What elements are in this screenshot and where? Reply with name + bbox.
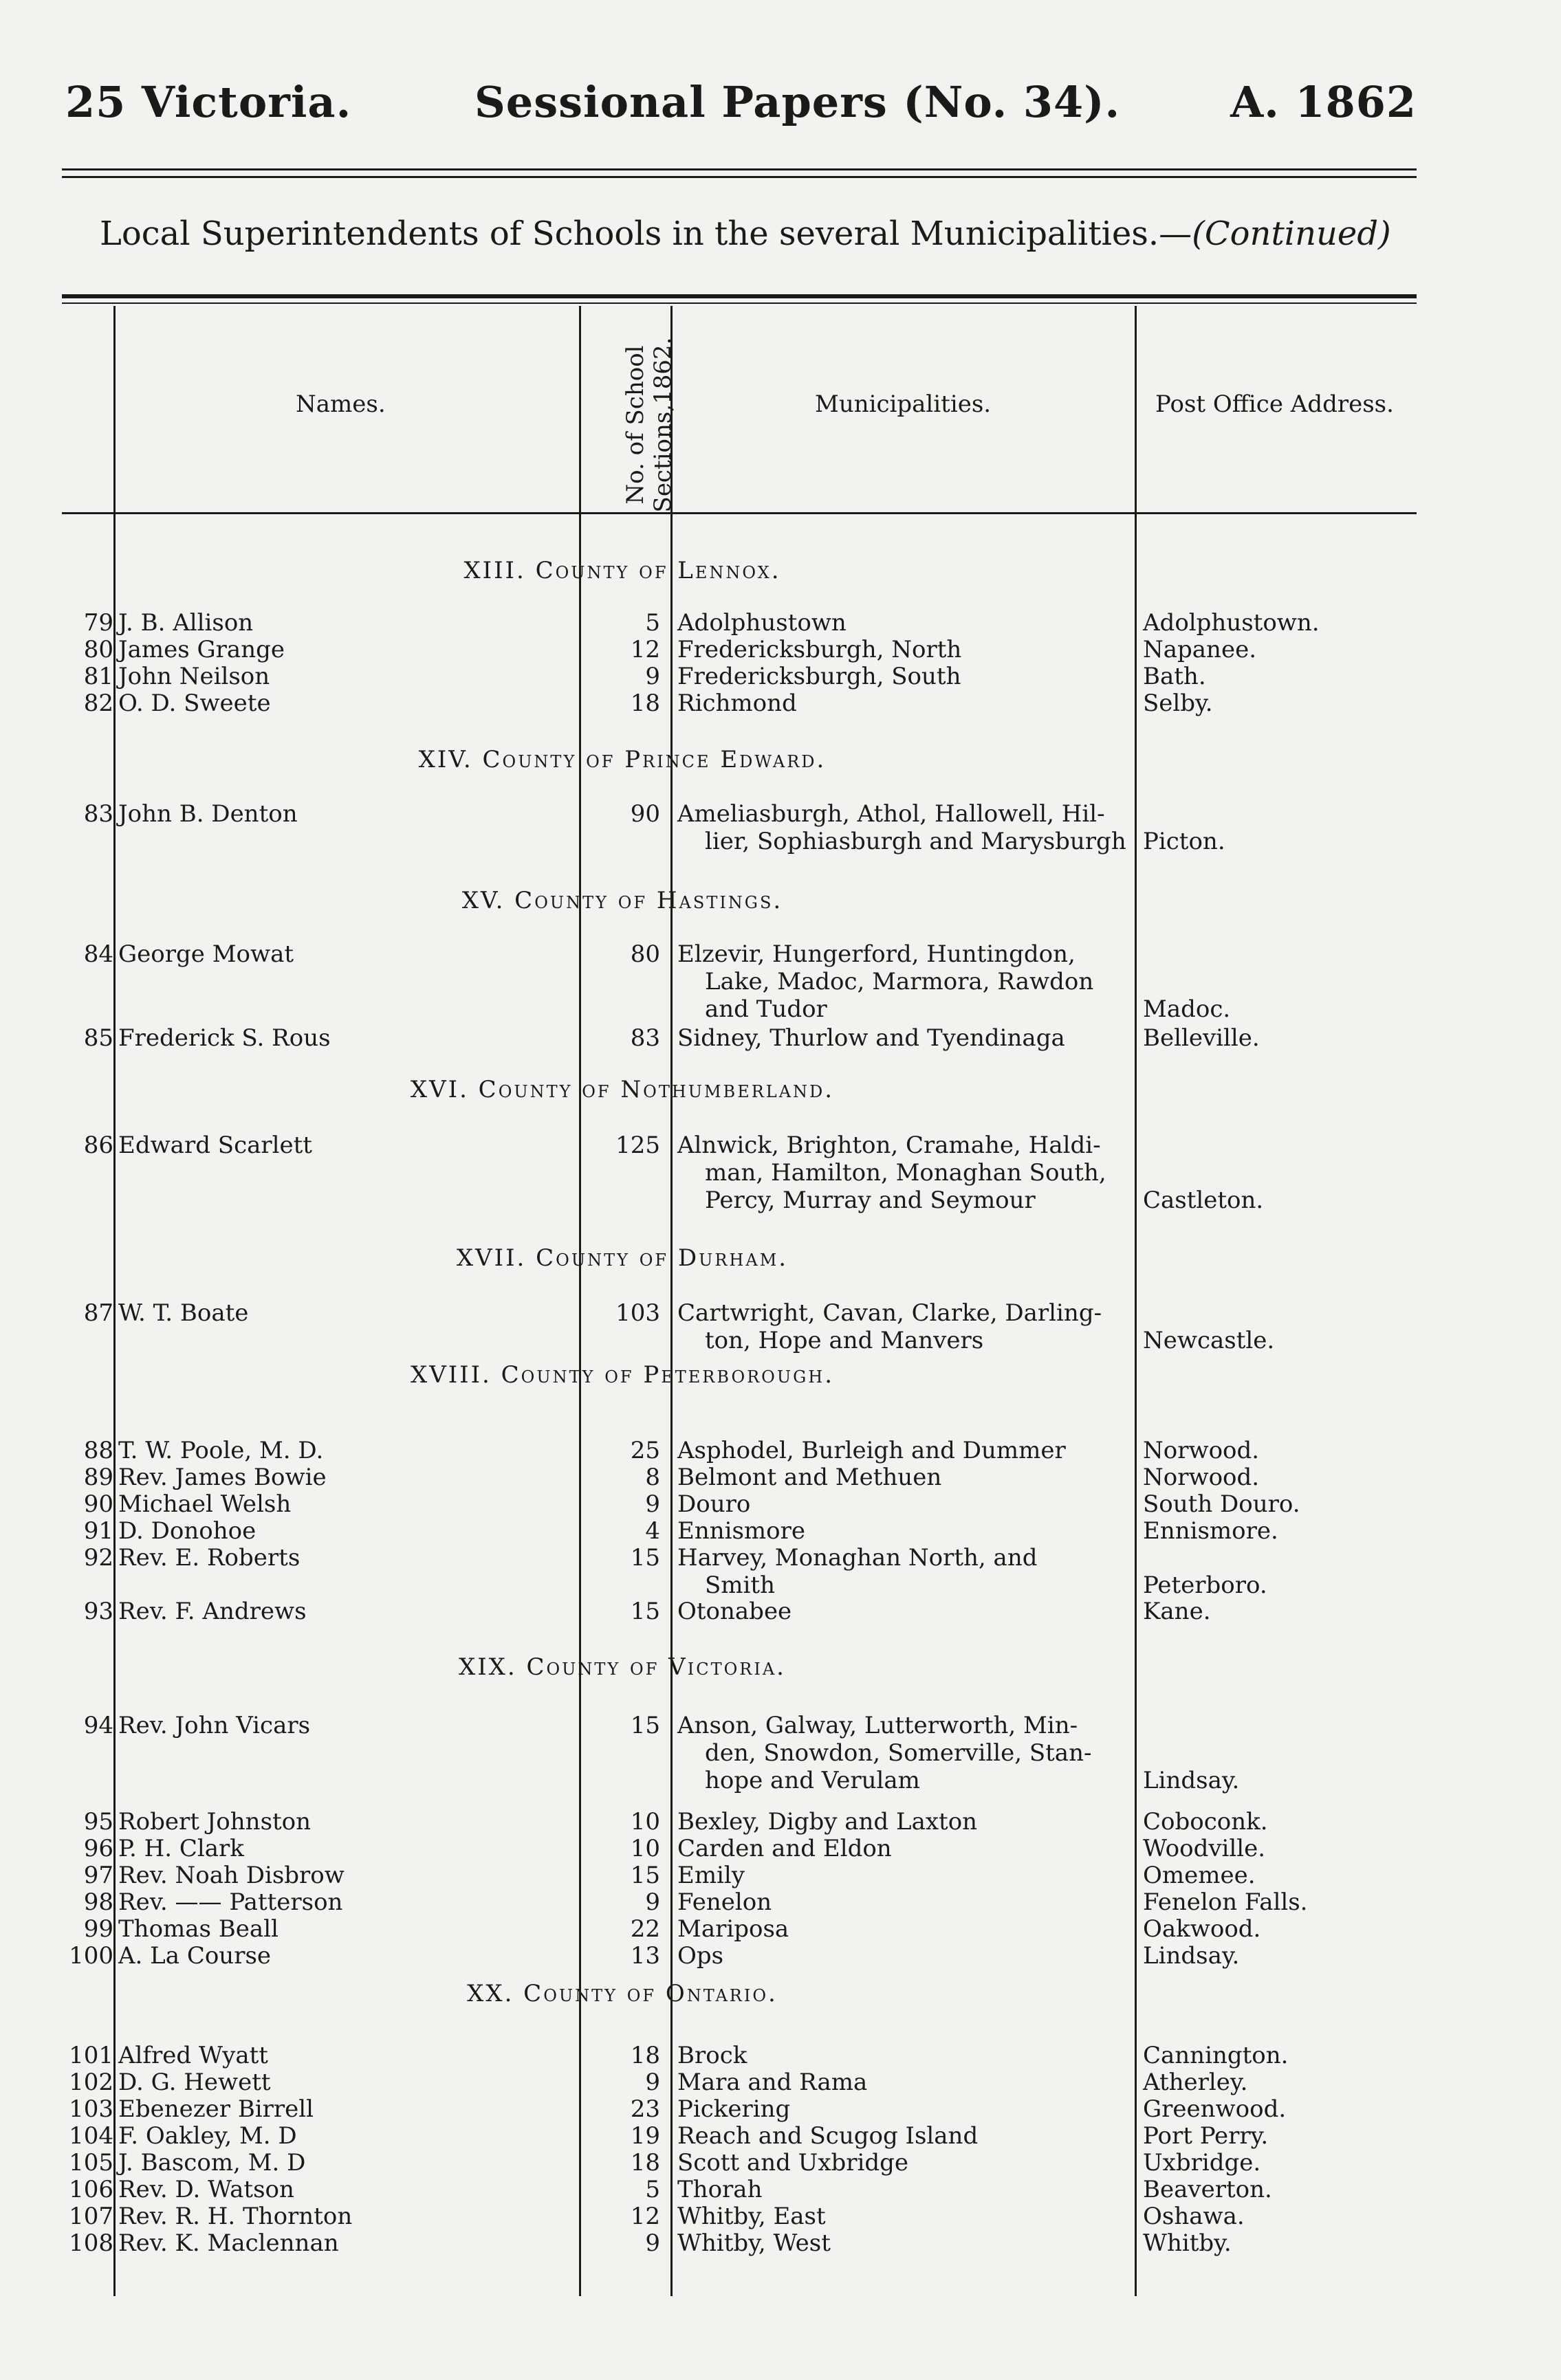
county-heading: XVI. County of Nothumberland. [410, 1076, 835, 1103]
column-header-sections-line1: No. of School [622, 345, 649, 505]
row-number: 107 [69, 2203, 113, 2230]
row-number: 102 [69, 2069, 113, 2096]
school-sections-count: 4 [645, 1517, 660, 1545]
superintendent-name: Ebenezer Birrell [118, 2095, 314, 2123]
header-rule-bottom [62, 176, 1417, 178]
school-sections-count: 103 [615, 1299, 660, 1327]
page-subtitle [100, 214, 1406, 253]
municipality-line: Alnwick, Brighton, Cramahe, Haldi- [677, 1132, 1101, 1159]
municipality-line: Anson, Galway, Lutterworth, Min- [677, 1712, 1078, 1739]
row-number: 86 [83, 1132, 113, 1159]
municipality-line: Ops [677, 1942, 724, 1970]
municipality-line: Bexley, Digby and Laxton [677, 1808, 978, 1836]
school-sections-count: 8 [645, 1464, 660, 1491]
municipality-line: den, Snowdon, Somerville, Stan- [705, 1739, 1092, 1767]
municipality-line: Fredericksburgh, North [677, 636, 962, 663]
row-number: 105 [69, 2149, 113, 2177]
post-office-address: Greenwood. [1143, 2095, 1287, 2123]
municipality-line: Mariposa [677, 1915, 789, 1943]
municipality-line: Ameliasburgh, Athol, Hallowell, Hil- [677, 800, 1105, 828]
header-rule-top [62, 168, 1417, 170]
municipality-line: ton, Hope and Manvers [705, 1327, 984, 1354]
county-heading: XIV. County of Prince Edward. [418, 746, 827, 773]
municipality-line: Pickering [677, 2095, 791, 2123]
table-row [0, 1437, 1561, 1464]
table-row [0, 1024, 1561, 1052]
superintendent-name: O. D. Sweete [118, 690, 271, 717]
post-office-address: Fenelon Falls. [1143, 1888, 1308, 1916]
table-top-rule-thin [62, 302, 1417, 304]
post-office-address: Selby. [1143, 690, 1213, 717]
post-office-address: Kane. [1143, 1598, 1211, 1625]
superintendent-name: P. H. Clark [118, 1835, 244, 1862]
school-sections-count: 10 [630, 1835, 660, 1862]
row-number: 106 [69, 2176, 113, 2203]
column-header-sections [622, 338, 677, 513]
table-row [0, 1544, 1561, 1599]
county-heading: XX. County of Ontario. [467, 1980, 778, 2007]
table-row [0, 1942, 1561, 1970]
superintendent-name: W. T. Boate [118, 1299, 249, 1327]
table-row [0, 1808, 1561, 1836]
table-row [0, 2069, 1561, 2096]
table-top-rule [62, 294, 1417, 298]
post-office-address: Castleton. [1143, 1187, 1264, 1214]
superintendent-name: F. Oakley, M. D [118, 2122, 297, 2150]
superintendent-name: D. Donohoe [118, 1517, 256, 1545]
column-header-municipalities: Municipalities. [815, 390, 992, 418]
municipality-line: Carden and Eldon [677, 1835, 892, 1862]
column-header-sections-line2: Sections,1862. [649, 337, 677, 513]
municipality-line: Richmond [677, 690, 797, 717]
row-number: 91 [83, 1517, 113, 1545]
row-number: 104 [69, 2122, 113, 2150]
school-sections-count: 83 [630, 1024, 660, 1052]
school-sections-count: 12 [630, 636, 660, 663]
superintendent-name: John B. Denton [118, 800, 298, 828]
table-row [0, 1862, 1561, 1889]
table-row [0, 1490, 1561, 1518]
superintendent-name: Rev. John Vicars [118, 1712, 311, 1739]
row-number: 101 [69, 2042, 113, 2069]
column-header-names: Names. [296, 390, 386, 418]
post-office-address: Uxbridge. [1143, 2149, 1261, 2177]
school-sections-count: 125 [615, 1132, 660, 1159]
municipality-line: Brock [677, 2042, 747, 2069]
table-row [0, 2203, 1561, 2230]
subtitle-continued: (Continued) [1192, 214, 1391, 253]
school-sections-count: 15 [630, 1544, 660, 1572]
row-number: 84 [83, 940, 113, 968]
column-header-post-office: Post Office Address. [1155, 390, 1394, 418]
school-sections-count: 9 [645, 2069, 660, 2096]
table-row [0, 2149, 1561, 2177]
row-number: 90 [83, 1490, 113, 1518]
municipality-line: Elzevir, Hungerford, Huntingdon, [677, 940, 1076, 968]
table-row [0, 2229, 1561, 2257]
county-heading: XVII. County of Durham. [456, 1244, 789, 1272]
header-session: 25 Victoria. [65, 77, 352, 127]
municipality-line: Adolphustown [677, 609, 847, 637]
municipality-line: Fredericksburgh, South [677, 663, 961, 690]
post-office-address: Ennismore. [1143, 1517, 1278, 1545]
municipality-line: Reach and Scugog Island [677, 2122, 979, 2150]
school-sections-count: 80 [630, 940, 660, 968]
municipality-line: Whitby, West [677, 2229, 831, 2257]
superintendent-name: Rev. K. Maclennan [118, 2229, 339, 2257]
municipality-line: Thorah [677, 2176, 763, 2203]
table-row [0, 2042, 1561, 2069]
superintendent-name: Edward Scarlett [118, 1132, 312, 1159]
municipality-line: hope and Verulam [705, 1767, 920, 1794]
superintendent-name: James Grange [118, 636, 285, 663]
school-sections-count: 15 [630, 1712, 660, 1739]
header-bottom-rule [62, 512, 1417, 514]
school-sections-count: 10 [630, 1808, 660, 1836]
post-office-address: Oakwood. [1143, 1915, 1261, 1943]
post-office-address: Adolphustown. [1143, 609, 1320, 637]
school-sections-count: 18 [630, 2149, 660, 2177]
subtitle-main: Local Superintendents of Schools in the several Municipalities.— [100, 214, 1192, 253]
school-sections-count: 19 [630, 2122, 660, 2150]
school-sections-count: 15 [630, 1862, 660, 1889]
school-sections-count: 18 [630, 2042, 660, 2069]
table-row [0, 1299, 1561, 1354]
table-row [0, 1712, 1561, 1794]
superintendent-name: J. Bascom, M. D [118, 2149, 306, 2177]
table-row [0, 1132, 1561, 1214]
municipality-line: Cartwright, Cavan, Clarke, Darling- [677, 1299, 1102, 1327]
municipality-line: Sidney, Thurlow and Tyendinaga [677, 1024, 1065, 1052]
row-number: 87 [83, 1299, 113, 1327]
table-row [0, 1915, 1561, 1943]
post-office-address: Omemee. [1143, 1862, 1256, 1889]
row-number: 97 [83, 1862, 113, 1889]
superintendent-name: Rev. F. Andrews [118, 1598, 307, 1625]
county-heading: XVIII. County of Peterborough. [410, 1361, 834, 1389]
municipality-line: Scott and Uxbridge [677, 2149, 909, 2177]
post-office-address: Madoc. [1143, 995, 1231, 1023]
table-row [0, 1835, 1561, 1862]
post-office-address: Coboconk. [1143, 1808, 1268, 1836]
municipality-line: and Tudor [705, 995, 827, 1023]
post-office-address: Beaverton. [1143, 2176, 1272, 2203]
row-number: 88 [83, 1437, 113, 1464]
post-office-address: Oshawa. [1143, 2203, 1245, 2230]
school-sections-count: 9 [645, 2229, 660, 2257]
superintendent-name: A. La Course [118, 1942, 272, 1970]
municipality-line: Fenelon [677, 1888, 772, 1916]
school-sections-count: 23 [630, 2095, 660, 2123]
county-heading: XIII. County of Lennox. [463, 557, 781, 584]
superintendent-name: Robert Johnston [118, 1808, 312, 1836]
county-heading: XIX. County of Victoria. [459, 1653, 786, 1681]
post-office-address: Woodville. [1143, 1835, 1266, 1862]
municipality-line: Douro [677, 1490, 751, 1518]
superintendent-name: Rev. James Bowie [118, 1464, 327, 1491]
municipality-line: Mara and Rama [677, 2069, 868, 2096]
post-office-address: Lindsay. [1143, 1942, 1240, 1970]
row-number: 103 [69, 2095, 113, 2123]
post-office-address: Whitby. [1143, 2229, 1232, 2257]
superintendent-name: Rev. D. Watson [118, 2176, 294, 2203]
municipality-line: Smith [705, 1572, 775, 1599]
municipality-line: Belmont and Methuen [677, 1464, 942, 1491]
school-sections-count: 25 [630, 1437, 660, 1464]
row-number: 92 [83, 1544, 113, 1572]
school-sections-count: 18 [630, 690, 660, 717]
superintendent-name: D. G. Hewett [118, 2069, 271, 2096]
table-row [0, 940, 1561, 1023]
row-number: 89 [83, 1464, 113, 1491]
table-row [0, 663, 1561, 690]
superintendent-name: Rev. Noah Disbrow [118, 1862, 345, 1889]
school-sections-count: 22 [630, 1915, 660, 1943]
school-sections-count: 15 [630, 1598, 660, 1625]
school-sections-count: 13 [630, 1942, 660, 1970]
post-office-address: Port Perry. [1143, 2122, 1269, 2150]
school-sections-count: 9 [645, 1888, 660, 1916]
school-sections-count: 5 [645, 2176, 660, 2203]
table-row [0, 1464, 1561, 1491]
post-office-address: Cannington. [1143, 2042, 1289, 2069]
post-office-address: Atherley. [1143, 2069, 1248, 2096]
superintendent-name: T. W. Poole, M. D. [118, 1437, 324, 1464]
row-number: 100 [69, 1942, 113, 1970]
post-office-address: Lindsay. [1143, 1767, 1240, 1794]
superintendent-name: Rev. E. Roberts [118, 1544, 301, 1572]
post-office-address: Napanee. [1143, 636, 1257, 663]
header-title: Sessional Papers (No. 34). [474, 77, 1121, 127]
municipality-line: Otonabee [677, 1598, 792, 1625]
superintendent-name: Rev. R. H. Thornton [118, 2203, 353, 2230]
table-row [0, 690, 1561, 717]
superintendent-name: Rev. —— Patterson [118, 1888, 343, 1916]
post-office-address: Norwood. [1143, 1437, 1260, 1464]
row-number: 98 [83, 1888, 113, 1916]
header-year: A. 1862 [1230, 77, 1417, 127]
row-number: 85 [83, 1024, 113, 1052]
row-number: 94 [83, 1712, 113, 1739]
table-row [0, 1598, 1561, 1625]
table-row [0, 2122, 1561, 2150]
municipality-line: Asphodel, Burleigh and Dummer [677, 1437, 1066, 1464]
school-sections-count: 12 [630, 2203, 660, 2230]
superintendent-name: Thomas Beall [118, 1915, 279, 1943]
superintendent-name: John Neilson [118, 663, 270, 690]
row-number: 108 [69, 2229, 113, 2257]
row-number: 79 [83, 609, 113, 637]
table-row [0, 1888, 1561, 1916]
post-office-address: South Douro. [1143, 1490, 1300, 1518]
table-row [0, 2176, 1561, 2203]
school-sections-count: 9 [645, 1490, 660, 1518]
table-row [0, 1517, 1561, 1545]
school-sections-count: 5 [645, 609, 660, 637]
table-row [0, 636, 1561, 663]
school-sections-count: 90 [630, 800, 660, 828]
post-office-address: Norwood. [1143, 1464, 1260, 1491]
municipality-line: lier, Sophiasburgh and Marysburgh [705, 828, 1126, 855]
municipality-line: Emily [677, 1862, 745, 1889]
superintendent-name: Alfred Wyatt [118, 2042, 268, 2069]
superintendent-name: Michael Welsh [118, 1490, 292, 1518]
row-number: 99 [83, 1915, 113, 1943]
table-row [0, 609, 1561, 637]
post-office-address: Peterboro. [1143, 1572, 1267, 1599]
municipality-line: Ennismore [677, 1517, 806, 1545]
municipality-line: Percy, Murray and Seymour [705, 1187, 1036, 1214]
table-row [0, 2095, 1561, 2123]
row-number: 93 [83, 1598, 113, 1625]
municipality-line: Lake, Madoc, Marmora, Rawdon [705, 968, 1094, 995]
municipality-line: Whitby, East [677, 2203, 826, 2230]
row-number: 82 [83, 690, 113, 717]
row-number: 81 [83, 663, 113, 690]
superintendent-name: Frederick S. Rous [118, 1024, 331, 1052]
row-number: 95 [83, 1808, 113, 1836]
table-row [0, 800, 1561, 855]
county-heading: XV. County of Hastings. [461, 887, 783, 914]
superintendent-name: George Mowat [118, 940, 294, 968]
school-sections-count: 9 [645, 663, 660, 690]
row-number: 83 [83, 800, 113, 828]
post-office-address: Picton. [1143, 828, 1225, 855]
post-office-address: Newcastle. [1143, 1327, 1275, 1354]
post-office-address: Belleville. [1143, 1024, 1260, 1052]
post-office-address: Bath. [1143, 663, 1206, 690]
municipality-line: man, Hamilton, Monaghan South, [705, 1159, 1106, 1187]
superintendent-name: J. B. Allison [118, 609, 254, 637]
municipality-line: Harvey, Monaghan North, and [677, 1544, 1038, 1572]
row-number: 80 [83, 636, 113, 663]
row-number: 96 [83, 1835, 113, 1862]
